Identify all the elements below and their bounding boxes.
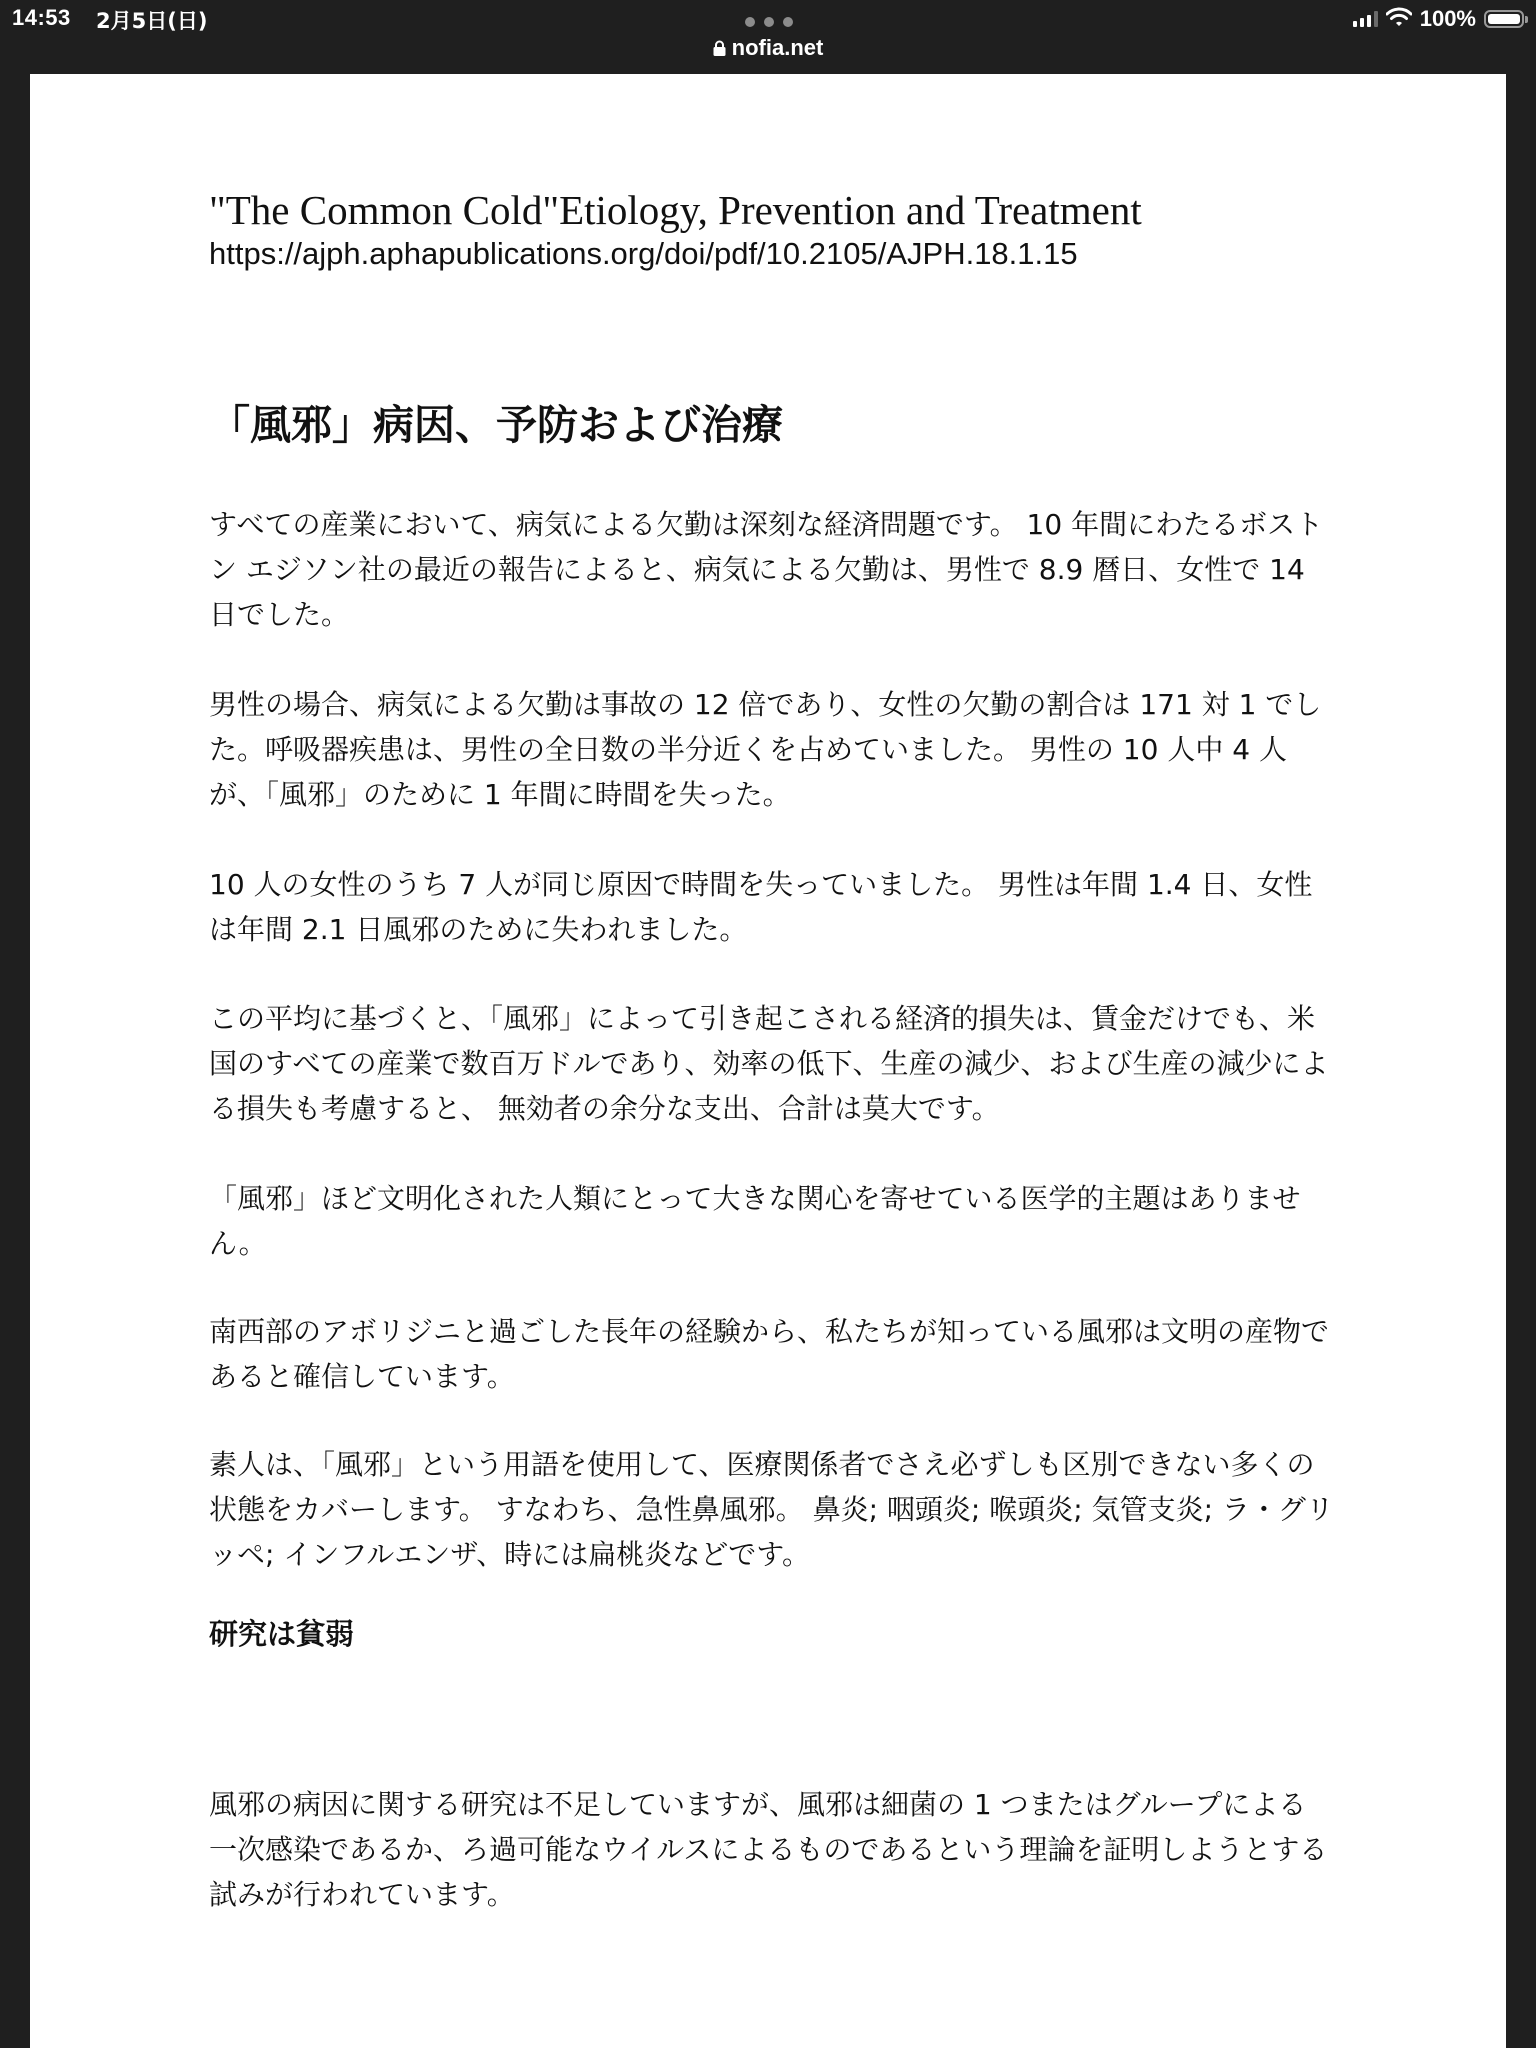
battery-icon [1484, 10, 1524, 28]
address-bar-url: nofia.net [731, 35, 824, 60]
section-subheading: 研究は貧弱 [209, 1617, 355, 1651]
address-bar[interactable] [0, 35, 1536, 61]
paragraph: この平均に基づくと、「風邪」によって引き起こされる経済的損失は、賃金だけでも、米国のすべての産業で数百万ドルであり、効率の低下、生産の減少、および生産の減少による損失も考慮すると、 無効者の余分な支出、合計は莫大です。 [209, 1002, 1329, 1125]
status-time: 14:53 [12, 5, 71, 30]
paragraph: 10 人の女性のうち 7 人が同じ原因で時間を失っていました。 男性は年間 1.4 日、女性は年間 2.1 日風邪のために失われました。 [209, 868, 1313, 946]
paragraph: すべての産業において、病気による欠勤は深刻な経済問題です。 10 年間にわたるボストン エジソン社の最近の報告によると、病気による欠勤は、男性で 8.9 暦日、女性で 14 日でした。 [209, 508, 1324, 631]
source-url: https://ajph.aphapublications.org/doi/pdf/10.2105/AJPH.18.1.15 [209, 236, 1078, 271]
article-heading: 「風邪」病因、予防および治療 [209, 401, 783, 449]
multitasking-dots-icon[interactable] [745, 16, 793, 28]
paragraph: 男性の場合、病気による欠勤は事故の 12 倍であり、女性の欠勤の割合は 171 対 1 でした。呼吸器疾患は、男性の全日数の半分近くを占めていました。 男性の 10 人中 4 人が、「風邪」のために 1 年間に時間を失った。 [209, 688, 1322, 811]
cellular-signal-icon [1353, 11, 1378, 27]
wifi-icon [1386, 7, 1412, 31]
article-title: "The Common Cold"Etiology, Prevention and Treatment [209, 187, 1142, 233]
paragraph: 風邪の病因に関する研究は不足していますが、風邪は細菌の 1 つまたはグループによる一次感染であるか、ろ過可能なウイルスによるものであるという理論を証明しようとする試みが行われています。 [209, 1788, 1328, 1911]
paragraph: 素人は、「風邪」という用語を使用して、医療関係者でさえ必ずしも区別できない多くの状態をカバーします。 すなわち、急性鼻風邪。 鼻炎; 咽頭炎; 喉頭炎; 気管支炎; ラ・グリッペ; インフルエンザ、時には扁桃炎などです。 [209, 1448, 1334, 1571]
status-bar [0, 0, 1536, 74]
battery-percent: 100% [1419, 6, 1476, 31]
battery-fill [1488, 14, 1520, 24]
paragraph: 「風邪」ほど文明化された人類にとって大きな関心を寄せている医学的主題はありません。 [209, 1182, 1301, 1260]
status-indicators [1353, 7, 1524, 31]
paragraph: 南西部のアボリジニと過ごした長年の経験から、私たちが知っている風邪は文明の産物であると確信しています。 [209, 1315, 1330, 1393]
status-date: 2月5日(日) [96, 9, 208, 33]
lock-icon [713, 36, 726, 52]
web-page[interactable] [30, 74, 1506, 2048]
